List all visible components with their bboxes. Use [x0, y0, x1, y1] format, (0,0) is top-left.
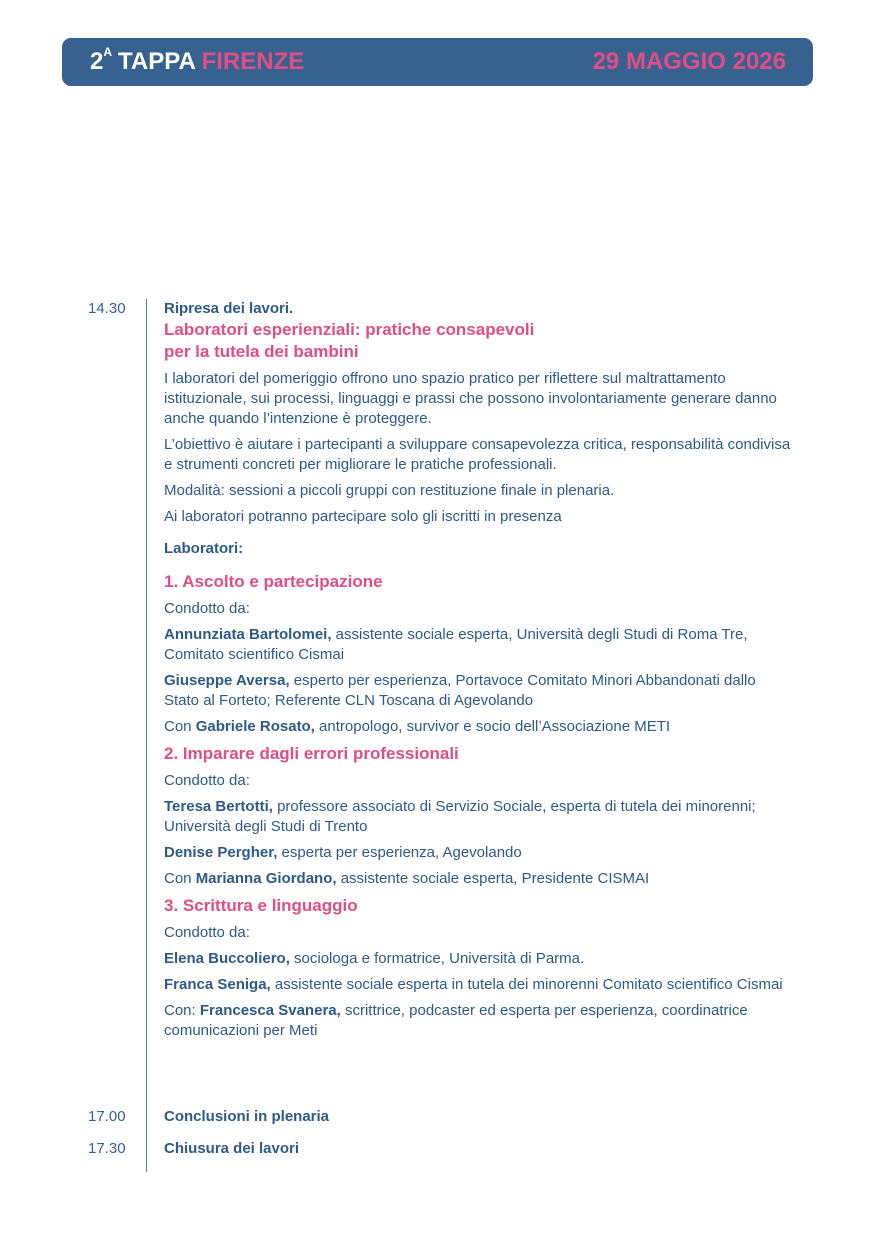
lab-1-person [164, 671, 794, 711]
stage-superscript: A [103, 45, 113, 59]
access-paragraph: Ai laboratori potranno partecipare solo gli iscritti in presenza [164, 508, 562, 525]
closing-label: Chiusura dei lavori [164, 1140, 300, 1157]
person-name: Elena Buccoliero, [164, 950, 290, 967]
time-1730: 17.30 [88, 1140, 126, 1157]
lab-2-person [164, 869, 794, 889]
city-name: FIRENZE [201, 48, 305, 75]
timeline-divider [146, 299, 147, 1172]
stage-word: TAPPA [118, 48, 195, 75]
person-desc: professore associato di Servizio Sociale, esperta di tutela dei minorenni; Università degli Studi di Trento [164, 798, 756, 835]
time-1430: 14.30 [88, 300, 126, 317]
stage-number: 2 [90, 48, 104, 75]
conclusions-label: Conclusioni in plenaria [164, 1108, 330, 1125]
session-title-line1: Laboratori esperienziali: pratiche consapevoli [164, 320, 535, 339]
session-content [164, 299, 794, 1041]
person-name: Francesca Svanera, [199, 1002, 341, 1019]
person-desc: assistente sociale esperta, Presidente CISMAI [336, 870, 650, 887]
goal-paragraph: L’obiettivo è aiutare i partecipanti a sviluppare consapevolezza critica, responsabilità condivisa e strumenti concreti per migliorare le pratiche professionali. [164, 436, 791, 473]
session-title-line2: per la tutela dei bambini [164, 342, 359, 361]
person-name: Franca Seniga, [164, 976, 271, 993]
person-desc: antropologo, survivor e socio dell’Associazione METI [314, 718, 671, 735]
person-name: Marianna Giordano, [195, 870, 337, 887]
person-desc: assistente sociale esperta, Università degli Studi di Roma Tre, Comitato scientifico Cismai [164, 626, 748, 663]
person-name: Gabriele Rosato, [195, 718, 315, 735]
lab-3-led-by: Condotto da: [164, 924, 250, 941]
person-prefix: Con [164, 718, 196, 735]
person-desc: esperto per esperienza, Portavoce Comitato Minori Abbandonati dallo Stato al Forteto; Referente CLN Toscana di Agevolando [164, 672, 756, 709]
lab-1-led-by: Condotto da: [164, 600, 250, 617]
resume-label: Ripresa dei lavori. [164, 300, 294, 317]
intro-paragraph: I laboratori del pomeriggio offrono uno spazio pratico per riflettere sul maltrattamento istituzionale, sui processi, linguaggi e prassi che possono involontariamente generare danno anche quando l’intenzione è proteggere. [164, 370, 777, 427]
header-banner [62, 38, 813, 86]
person-desc: scrittrice, podcaster ed esperta per esperienza, coordinatrice comunicazioni per Meti [164, 1002, 748, 1039]
lab-2-person [164, 843, 794, 863]
person-name: Denise Pergher, [164, 844, 278, 861]
lab-3-person [164, 949, 794, 969]
person-name: Teresa Bertotti, [164, 798, 273, 815]
person-name: Annunziata Bartolomei, [164, 626, 332, 643]
lab-1-person [164, 625, 794, 665]
person-name: Giuseppe Aversa, [164, 672, 290, 689]
lab-1-person [164, 717, 794, 737]
lab-2-title: 2. Imparare dagli errori professionali [164, 744, 459, 763]
person-prefix: Con: [164, 1002, 200, 1019]
person-prefix: Con [164, 870, 196, 887]
labs-heading: Laboratori: [164, 540, 244, 557]
lab-3-person [164, 1001, 794, 1041]
lab-2-person [164, 797, 794, 837]
mode-paragraph: Modalità: sessioni a piccoli gruppi con restituzione finale in plenaria. [164, 482, 615, 499]
lab-3-title: 3. Scrittura e linguaggio [164, 896, 358, 915]
person-desc: esperta per esperienza, Agevolando [277, 844, 522, 861]
time-1700: 17.00 [88, 1108, 126, 1125]
stage-label [90, 45, 305, 76]
lab-2-led-by: Condotto da: [164, 772, 250, 789]
person-desc: sociologa e formatrice, Università di Parma. [289, 950, 585, 967]
event-date: 29 MAGGIO 2026 [592, 48, 786, 75]
lab-1-title: 1. Ascolto e partecipazione [164, 572, 383, 591]
person-desc: assistente sociale esperta in tutela dei minorenni Comitato scientifico Cismai [270, 976, 783, 993]
lab-3-person [164, 975, 794, 995]
